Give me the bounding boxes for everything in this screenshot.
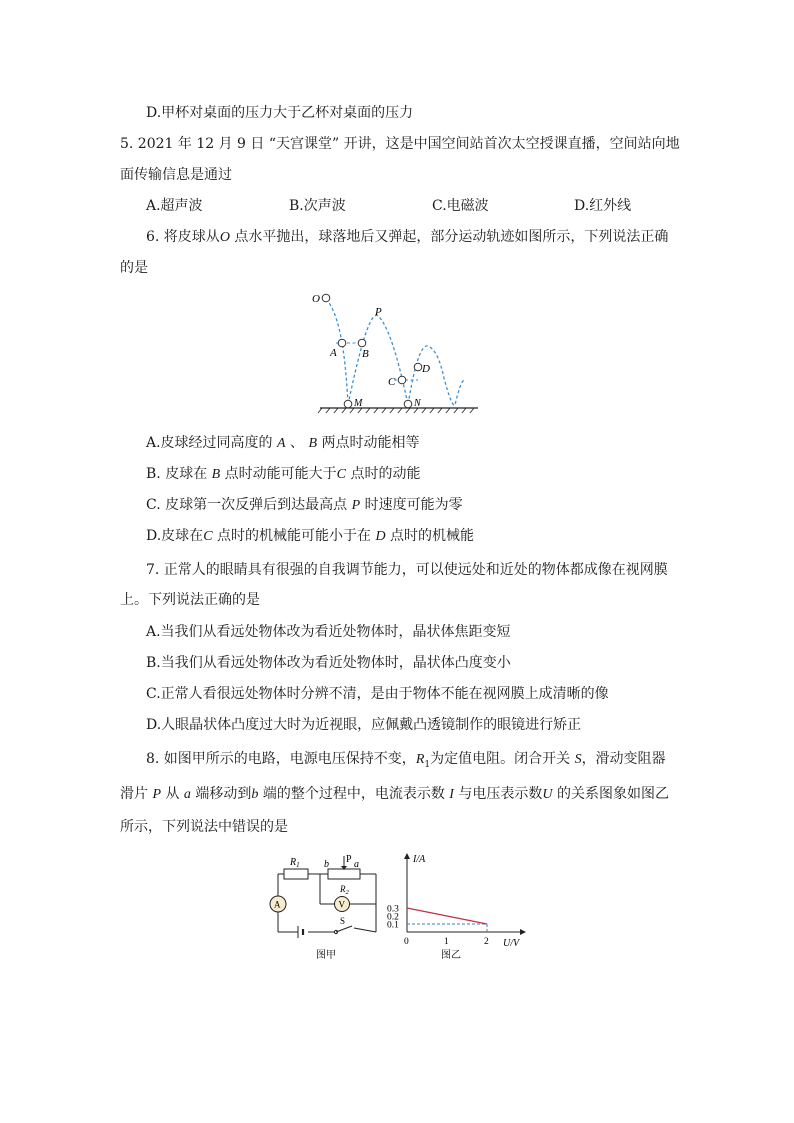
q5-option-c: C.电磁波 [432,198,489,214]
x-tick-label-1: 1 [444,937,449,947]
ball-o [322,294,330,302]
x-tick-label-2: 2 [484,937,489,947]
q5-option-b: B.次声波 [289,198,346,214]
y-axis-label: I/A [413,854,426,865]
label-a: A [330,347,337,359]
label-p: P [375,306,382,318]
voltmeter-label: V [338,899,345,910]
label-p: P [346,854,352,865]
q5-stem-line1: 5. 2021 年 12 月 9 日 “天宫课堂” 开讲，这是中国空间站首次太空授课直播，空间站向地 [120,136,680,152]
label-a: a [354,859,359,870]
switch-label: S [340,916,346,926]
label-o: O [312,293,320,305]
caption-yi: 图乙 [441,950,461,961]
q5-option-d: D.红外线 [574,198,632,214]
q8-stem-line2: 滑片 P 从 a 端移动到b 端的整个过程中，电流表示数 I 与电压表示数U 的关系图象如图乙 [120,786,669,802]
q6-option-d: D.皮球在C 点时的机械能可能小于在 D 点时的机械能 [146,528,475,544]
q8-circuit-diagram [262,852,390,964]
q5-stem-line2: 面传输信息是通过 [120,167,232,183]
label-c: C [388,376,396,388]
q8-iu-graph [385,852,535,964]
series-line-0 [407,908,487,924]
q6-option-c: C. 皮球第一次反弹后到达最高点 P 时速度可能为零 [146,497,463,513]
label-r1: $R_1$ [290,857,300,869]
trajectory-path [326,299,464,405]
ball-d [414,363,422,371]
ammeter-label: A [274,899,281,910]
q7-stem-line1: 7. 正常人的眼睛具有很强的自我调节能力，可以使远处和近处的物体都成像在视网膜 [146,562,668,578]
q8-stem-line3: 所示，下列说法中错误的是 [120,819,288,835]
q6-stem-line2: 的是 [120,260,148,276]
label-n: N [414,398,421,409]
ground-hatching [318,408,474,413]
ball-n [404,400,412,408]
q6-stem-line1: 6. 将皮球从O 点水平抛出，球落地后又弹起，部分运动轨迹如图所示，下列说法正确 [146,229,669,245]
y-axis-arrow-icon [404,853,410,859]
y-tick-label-1: 0.2 [387,912,399,923]
q7-option-a: A.当我们从看远处物体改为看近处物体时，晶状体焦距变短 [146,624,511,640]
resistor-r1 [284,869,308,879]
ball-a [338,339,346,347]
q7-option-d: D.人眼晶状体凸度过大时为近视眼，应佩戴凸透镜制作的眼镜进行矫正 [146,717,582,733]
q6-option-a: A.皮球经过同高度的 A 、 B 两点时动能相等 [146,435,420,451]
rheostat-r2 [328,869,360,879]
label-d: D [422,363,430,375]
ball-m [344,400,352,408]
label-b: B [362,348,369,360]
y-tick-label-0: 0.1 [387,920,399,931]
x-axis-label: U/V [503,938,520,949]
q4-option-d: D.甲杯对桌面的压力大于乙杯对桌面的压力 [146,105,414,121]
q5-option-a: A.超声波 [146,198,203,214]
y-tick-label-2: 0.3 [387,904,399,915]
label-b: b [324,859,329,870]
q6-trajectory-figure [310,288,485,416]
q8-stem-line1: 8. 如图甲所示的电路，电源电压保持不变，$R_1$为定值电阻。闭合开关 S，滑动变阻器 [146,751,666,770]
q7-option-c: C.正常人看很远处物体时分辨不清，是由于物体不能在视网膜上成清晰的像 [146,686,609,702]
x-tick-label-0: 0 [404,937,409,947]
label-r2: $R_2$ [340,884,349,896]
x-axis-arrow-icon [520,929,526,935]
ball-b [358,339,366,347]
q7-stem-line2: 上。下列说法正确的是 [120,592,260,608]
label-m: M [354,398,363,409]
q7-option-b: B.当我们从看远处物体改为看近处物体时，晶状体凸度变小 [146,655,511,671]
caption-jia: 图甲 [316,950,336,961]
ball-c [398,376,406,384]
switch-lever [336,926,352,932]
q6-option-b: B. 皮球在 B 点时动能可能大于C 点时的动能 [146,466,421,482]
